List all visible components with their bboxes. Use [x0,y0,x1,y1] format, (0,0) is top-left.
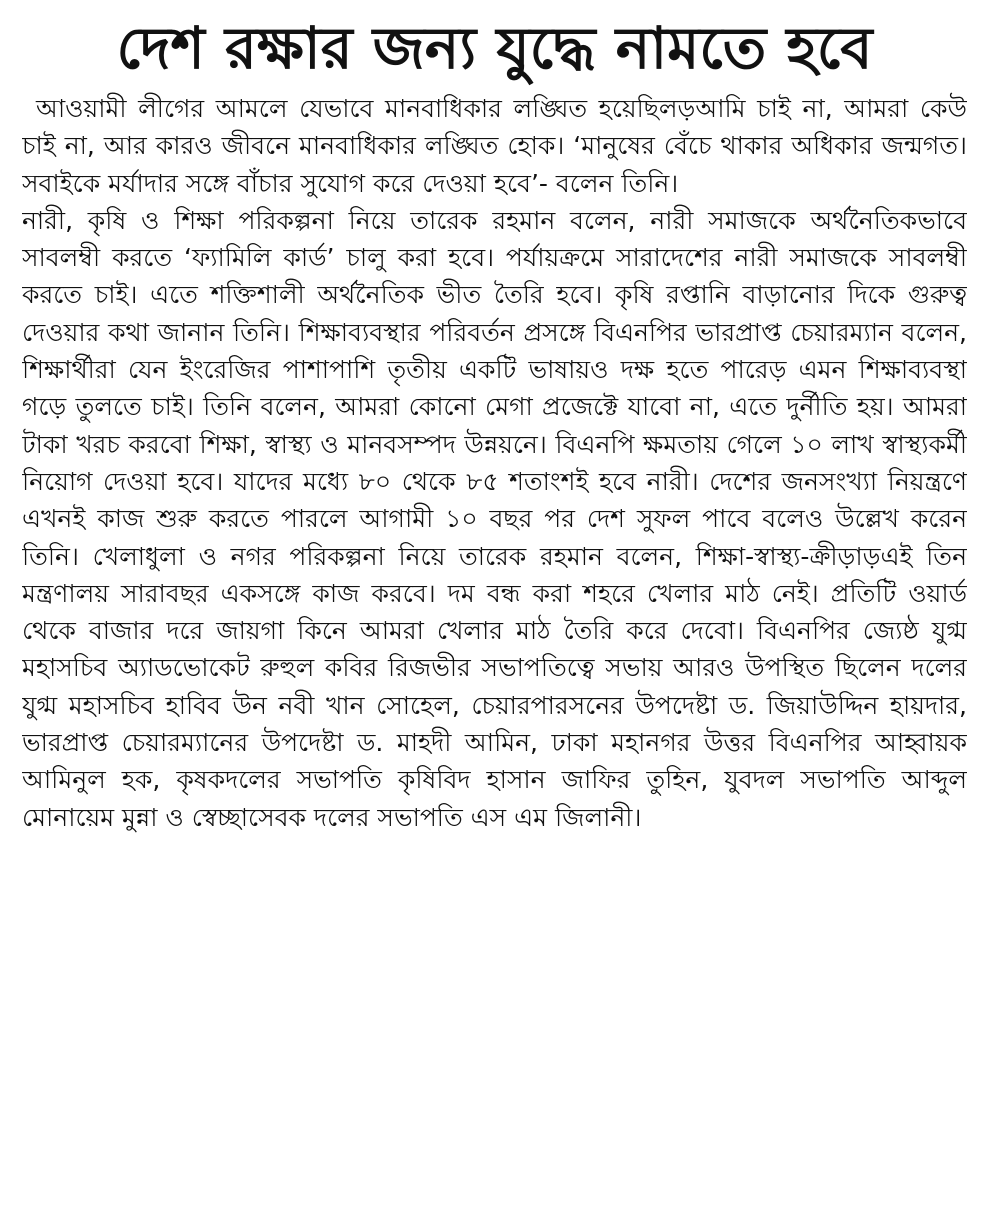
article-paragraph-2: নারী, কৃষি ও শিক্ষা পরিকল্পনা নিয়ে তারেক রহমান বলেন, নারী সমাজকে অর্থনৈতিকভাবে সাবলম্বী করতে ‘ফ্যামিলি কার্ড’ চালু করা হবে। পর্যায়ক্রমে সারাদেশের নারী সমাজকে সাবলম্বী করতে চাই। এতে শক্তিশালী অর্থনৈতিক ভীত তৈরি হবে। কৃষি রপ্তানি বাড়ানোর দিকে গুরুত্ব দেওয়ার কথা জানান তিনি। শিক্ষাব্যবস্থার পরিবর্তন প্রসঙ্গে বিএনপির ভারপ্রাপ্ত চেয়ারম্যান বলেন, শিক্ষার্থীরা যেন ইংরেজির পাশাপাশি তৃতীয় একটি ভাষায়ও দক্ষ হতে পারেড় এমন শিক্ষাব্যবস্থা গড়ে তুলতে চাই। তিনি বলেন, আমরা কোনো মেগা প্রজেক্টে যাবো না, এতে দুর্নীতি হয়। আমরা টাকা খরচ করবো শিক্ষা, স্বাস্থ্য ও মানবসম্পদ উন্নয়নে। বিএনপি ক্ষমতায় গেলে ১০ লাখ স্বাস্থ্যকর্মী নিয়োগ দেওয়া হবে। যাদের মধ্যে ৮০ থেকে ৮৫ শতাংশই হবে নারী। দেশের জনসংখ্যা নিয়ন্ত্রণে এখনই কাজ শুরু করতে পারলে আগামী ১০ বছর পর দেশ সুফল পাবে বলেও উল্লেখ করেন তিনি। খেলাধুলা ও নগর পরিকল্পনা নিয়ে তারেক রহমান বলেন, শিক্ষা-স্বাস্থ্য-ক্রীড়াড়এই তিন মন্ত্রণালয় সারাবছর একসঙ্গে কাজ করবে। দম বন্ধ করা শহরে খেলার মাঠ নেই। প্রতিটি ওয়ার্ড থেকে বাজার দরে জায়গা কিনে আমরা খেলার মাঠ তৈরি করে দেবো। বিএনপির জ্যেষ্ঠ যুগ্ম মহাসচিব অ্যাডভোকেট রুহুল কবির রিজভীর সভাপতিত্বে সভায় আরও উপস্থিত ছিলেন দলের যুগ্ম মহাসচিব হাবিব উন নবী খান সোহেল, চেয়ারপারসনের উপদেষ্টা ড. জিয়াউদ্দিন হায়দার, ভারপ্রাপ্ত চেয়ারম্যানের উপদেষ্টা ড. মাহদী আমিন, ঢাকা মহানগর উত্তর বিএনপির আহ্বায়ক আমিনুল হক, কৃষকদলের সভাপতি কৃষিবিদ হাসান জাফির তুহিন, যুবদল সভাপতি আব্দুল মোনায়েম মুন্না ও স্বেচ্ছাসেবক দলের সভাপতি এস এম জিলানী। [22,205,967,832]
article-paragraph-1: আওয়ামী লীগের আমলে যেভাবে মানবাধিকার লঙ্ঘিত হয়েছিলড়আমি চাই না, আমরা কেউ চাই না, আর কারও জীবনে মানবাধিকার লঙ্ঘিত হোক। ‘মানুষের বেঁচে থাকার অধিকার জন্মগত। সবাইকে মর্যাদার সঙ্গে বাঁচার সুযোগ করে দেওয়া হবে’- বলেন তিনি। [22,94,967,198]
article-headline: দেশ রক্ষার জন্য যুদ্ধে নামতে হবে [116,14,873,82]
article-body [22,90,967,1210]
